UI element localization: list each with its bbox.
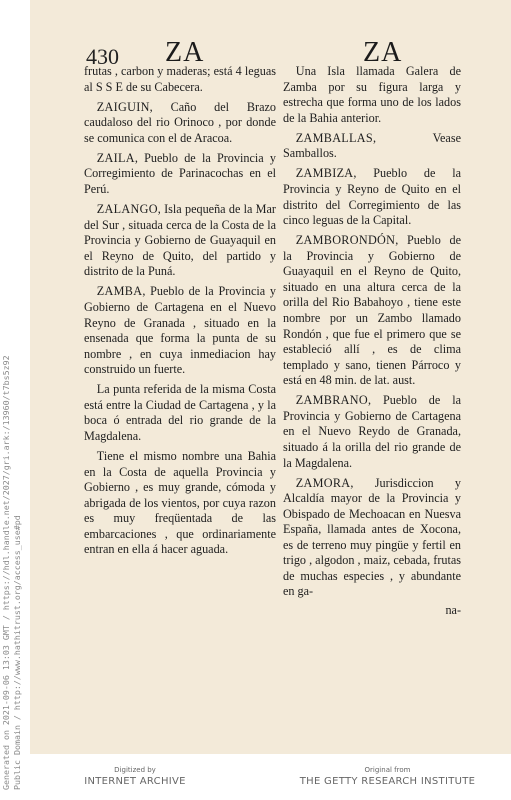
entry-text: , Pueblo de la Provincia y Corregimiento de Parinacochas en el Perú.: [84, 150, 276, 197]
dictionary-entry: [84, 151, 276, 198]
entry-text: , Jurisdiccion y Alcaldía mayor de la Provincia y Obispado de Mechoacan en Nuesva España, llamada antes de Xocona, es de terreno muy pingüe y fertil en trigo , algodon , maiz, cebada, frutas de muchas especies , y abundante en ga-: [283, 475, 462, 599]
entry-paragraph: [84, 449, 276, 558]
entry-text: Tiene el mismo nombre una Bahia en la Costa de aquella Provincia y Gobierno , es muy grande, cómoda y abrigada de los vientos, por cuya razon es muy freqüentada de las embarcaciones , que ordinariamente entran en ella á hacer aguada.: [84, 449, 276, 557]
entry-text: , Pueblo de la Provincia y Gobierno de Cartagena en el Nuevo Reydo de Granada, situado á la orilla del rio grande de la Magdalena.: [283, 393, 461, 470]
running-header-left: ZA: [165, 37, 205, 68]
entry-text: frutas , carbon y maderas; está 4 leguas al S S E de su Cabecera.: [84, 64, 276, 94]
left-text-column: [84, 64, 276, 563]
entry-paragraph: [283, 64, 461, 126]
entry-text: Una Isla llamada Galera de Zamba por su figura larga y estrecha que forma uno de los lados de la Bahia anterior.: [283, 64, 461, 125]
watermark-line-1: Generated on 2021-09-06 13:03 GMT / https://hdl.handle.net/2027/gri.ark:/13960/t7bs5z92: [1, 355, 11, 790]
entry-paragraph: [84, 64, 276, 95]
dictionary-entry: [283, 393, 461, 471]
entry-headword: ZAMBIZA: [295, 166, 354, 181]
watermark-line-2: Public Domain / http://www.hathitrust.org/access_use#pd: [12, 515, 22, 790]
entry-text: La punta referida de la misma Costa está entre la Ciudad de Cartagena , y la boca ó entrada del rio grande de la Magdalena.: [84, 382, 276, 443]
running-header-right: ZA: [363, 37, 403, 68]
original-from-label: Original from: [364, 766, 411, 774]
dictionary-entry: [84, 284, 276, 377]
entry-text: , Isla pequeña de la Mar del Sur , situada cerca de la Costa de la Provincia y Gobierno de Guayaquil en el Reyno de Quito, del partido y distrito de la Puná.: [84, 202, 276, 279]
internet-archive-label: INTERNET ARCHIVE: [84, 776, 186, 787]
entry-text: , Pueblo de la Provincia y Gobierno de Guayaquil en el Reyno de Quito, situado en una altura cerca de la orilla del Rio Babahoyo , tiene este nombre por un Zambo llamado Rondón , que fue el primero que se estableció allí , es de clima templado y sano, tienen Párroco y está en 48 min. de lat. aust.: [283, 233, 461, 388]
right-text-column: [283, 64, 461, 623]
entry-text: , Vease Samballos.: [283, 130, 461, 161]
entry-headword: ZAMBORONDÓN: [295, 233, 396, 248]
entry-headword: ZAMBRANO: [295, 393, 368, 408]
entry-text: , Pueblo de la Provincia y Reyno de Quito en el distrito del Corregimiento de las cinco leguas de la Capital.: [283, 166, 461, 228]
entry-paragraph: [84, 382, 276, 444]
digitized-by-label: Digitized by: [114, 766, 156, 774]
entry-text: , Pueblo de la Provincia y Gobierno de Cartagena en el Nuevo Reyno de Granada , situado en la ensenada que forma la punta de su nombre , en cuya inmediacion hay construido un fuerte.: [84, 284, 276, 377]
dictionary-entry: [283, 131, 461, 162]
entry-headword: ZAILA: [96, 150, 135, 165]
page-number: 430: [86, 44, 119, 69]
getty-institute-label: THE GETTY RESEARCH INSTITUTE: [299, 776, 476, 787]
hathitrust-watermark: [1, 355, 23, 790]
dictionary-entry: [283, 166, 461, 228]
entry-headword: ZALANGO: [96, 202, 158, 217]
dictionary-entry: [84, 100, 276, 147]
dictionary-entry: [84, 202, 276, 280]
entry-text: , Caño del Brazo caudaloso del rio Orinoco , por donde se comunica con el de Aracoa.: [84, 99, 276, 145]
entry-headword: ZAIGUIN: [96, 99, 150, 114]
dictionary-entry: [283, 233, 461, 388]
original-from-logo: [295, 766, 480, 788]
dictionary-entry: [283, 476, 461, 600]
digitized-by-logo: [65, 766, 205, 788]
catchword: na-: [445, 602, 461, 617]
entry-headword: ZAMBALLAS: [295, 130, 373, 145]
entry-headword: ZAMBA: [96, 284, 143, 299]
entry-headword: ZAMORA: [295, 475, 351, 490]
